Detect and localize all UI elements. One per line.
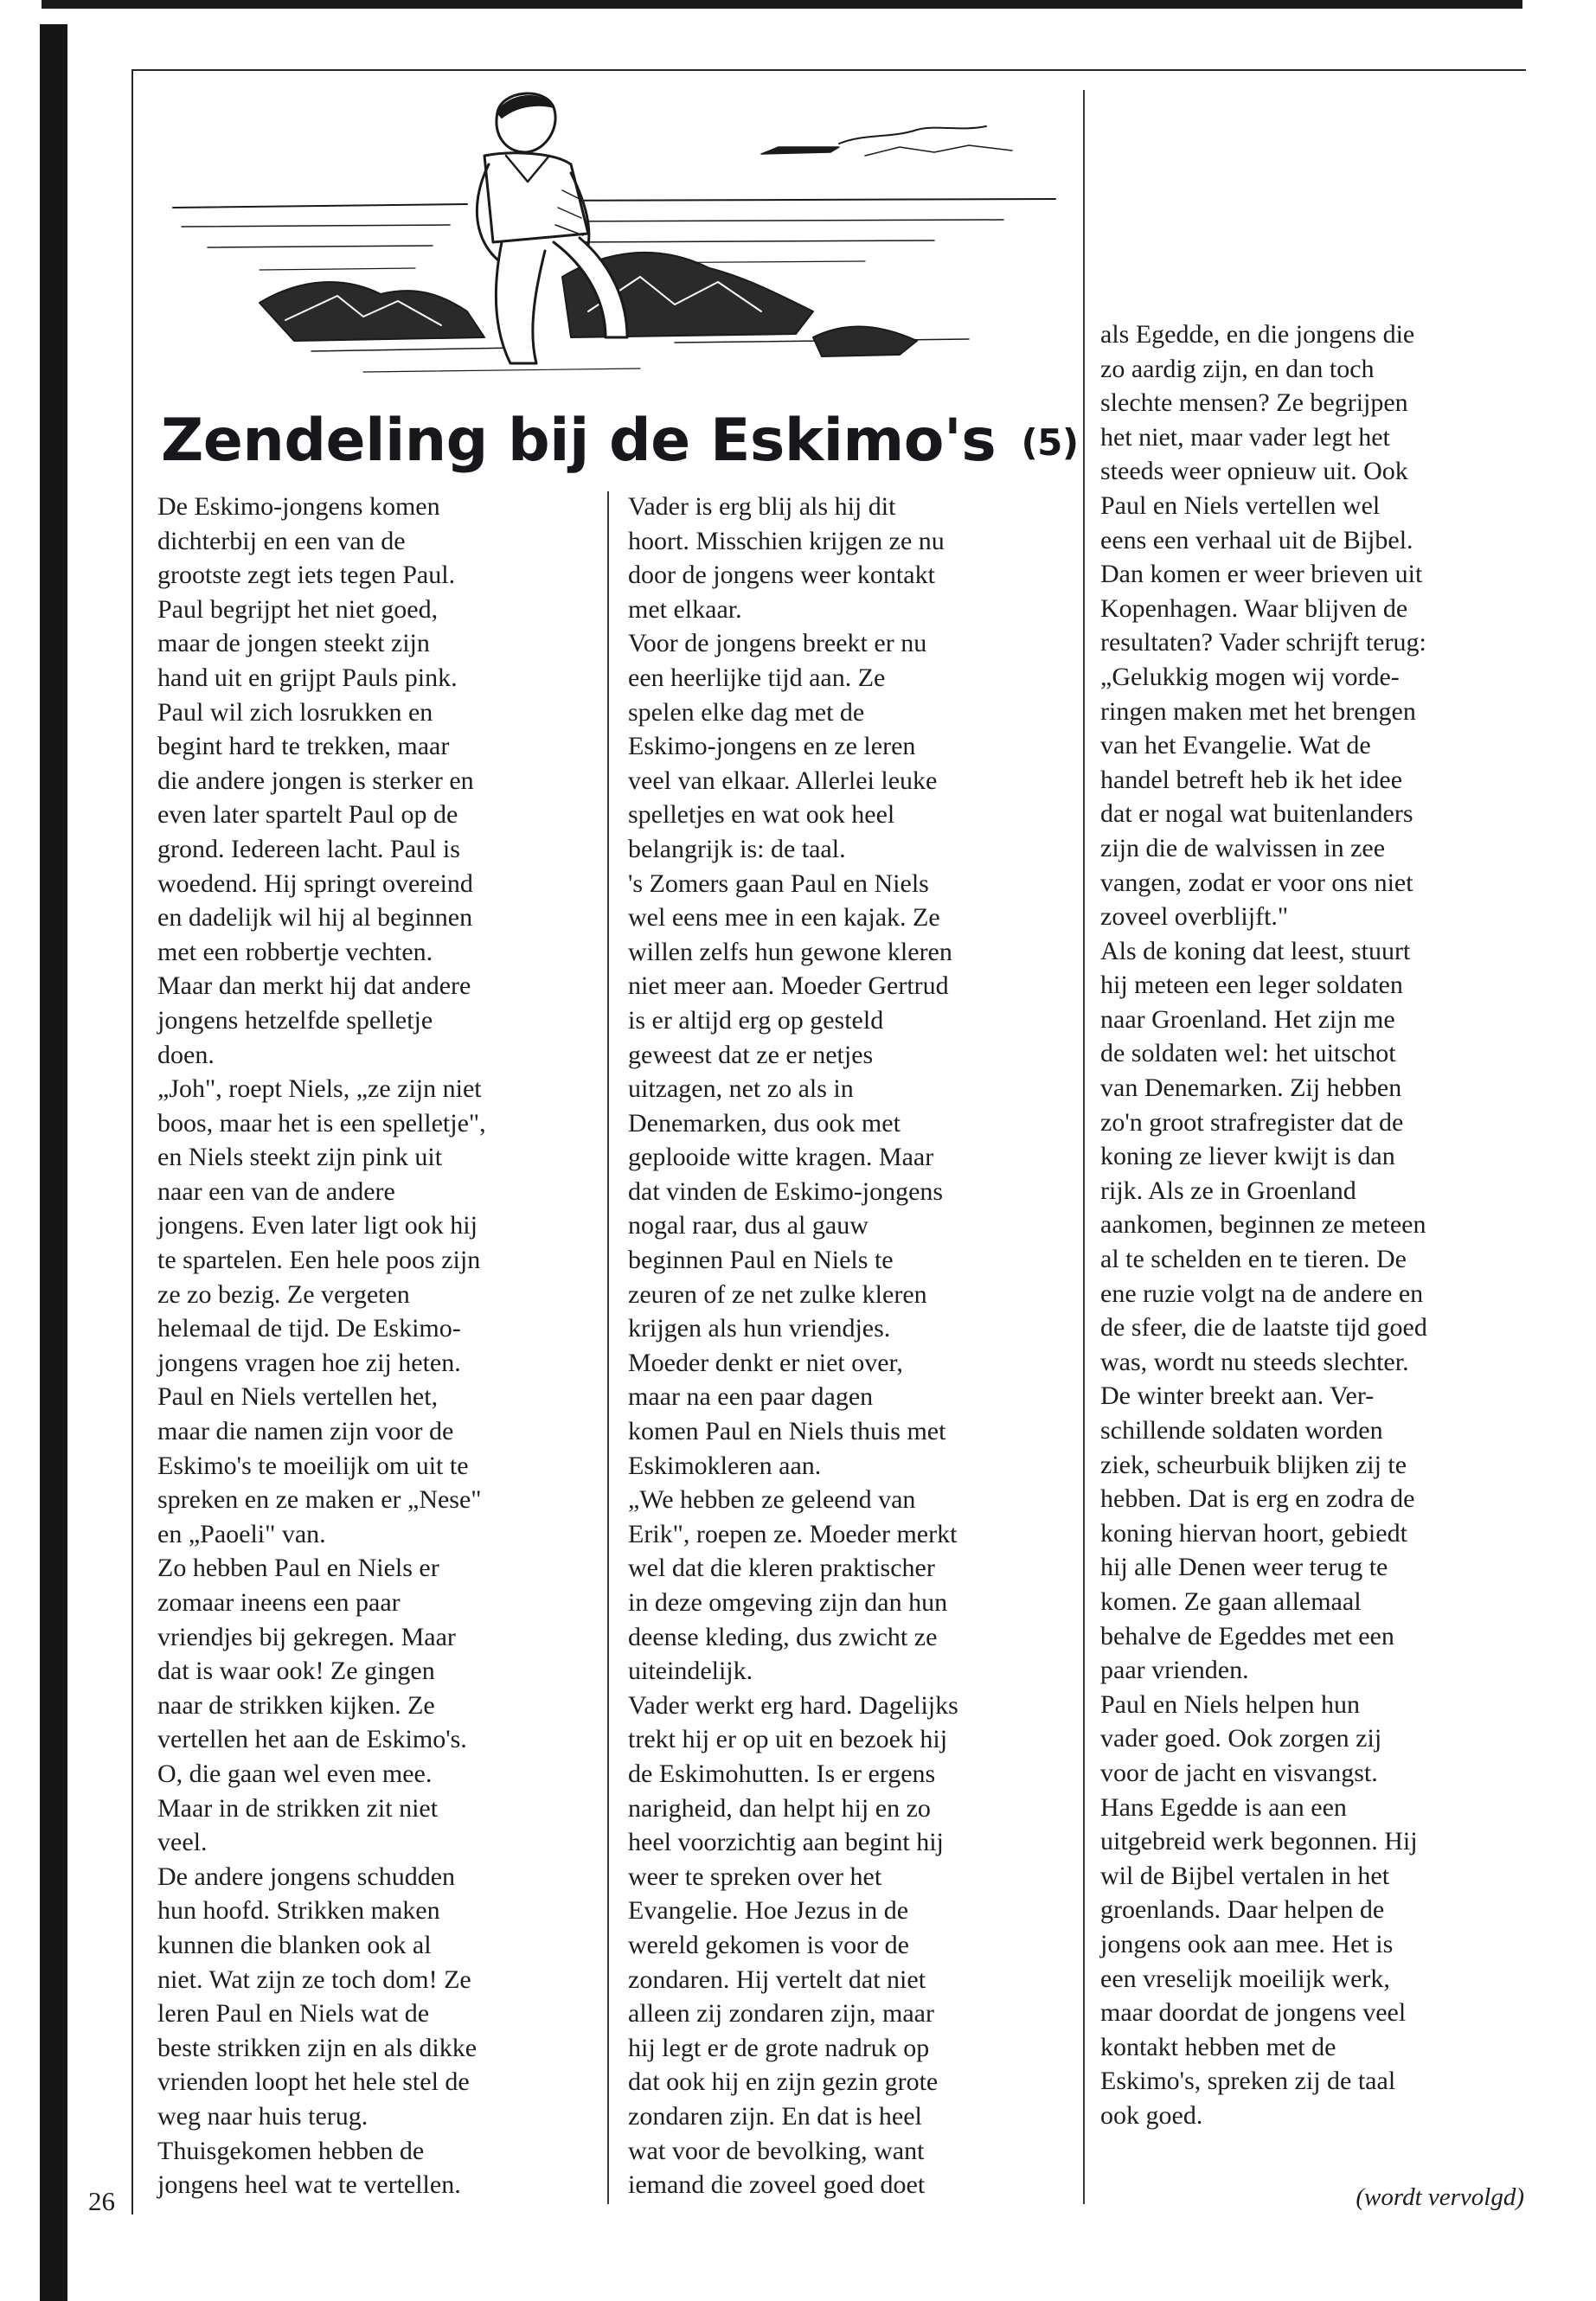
text-line: Maar dan merkt hij dat andere bbox=[157, 971, 471, 1001]
text-line: helemaal de tijd. De Eskimo- bbox=[157, 1314, 461, 1343]
text-line: De winter breekt aan. Ver- bbox=[1100, 1381, 1375, 1411]
text-line: Eskimo's, spreken zij de taal bbox=[1100, 2067, 1396, 2096]
text-column-3 bbox=[1100, 317, 1514, 2132]
text-line: spelletjes en wat ook heel bbox=[628, 800, 895, 830]
text-line: beste strikken zijn en als dikke bbox=[157, 2033, 478, 2062]
text-line: Erik", roepen ze. Moeder merkt bbox=[628, 1519, 958, 1548]
text-line: wat voor de bevolking, want bbox=[628, 2136, 925, 2165]
text-line: dichterbij en een van de bbox=[157, 526, 406, 555]
text-line: vangen, zodat er voor ons niet bbox=[1100, 868, 1413, 897]
text-line: te spartelen. Een hele poos zijn bbox=[157, 1246, 481, 1275]
water-line bbox=[363, 369, 640, 372]
text-line: kunnen die blanken ook al bbox=[157, 1930, 432, 1959]
text-line: hij alle Denen weer terug te bbox=[1100, 1553, 1388, 1582]
text-line: weer te spreken over het bbox=[628, 1862, 882, 1891]
text-line: wel eens mee in een kajak. Ze bbox=[628, 903, 940, 933]
text-line: die andere jongen is sterker en bbox=[157, 766, 474, 795]
text-line: zeuren of ze net zulke kleren bbox=[628, 1279, 927, 1309]
ship-silhouette bbox=[761, 147, 839, 154]
text-line: naar de strikken kijken. Ze bbox=[157, 1690, 435, 1720]
text-line: spreken en ze maken er „Nese" bbox=[157, 1485, 482, 1515]
text-line: hoort. Misschien krijgen ze nu bbox=[628, 526, 945, 555]
text-line: niet meer aan. Moeder Gertrud bbox=[628, 971, 949, 1001]
text-line: Paul en Niels vertellen wel bbox=[1100, 490, 1381, 520]
text-line: wereld gekomen is voor de bbox=[628, 1930, 909, 1959]
text-line: alleen zij zondaren zijn, maar bbox=[628, 1999, 934, 2029]
text-line: Dan komen er weer brieven uit bbox=[1100, 560, 1423, 589]
text-line: „Joh", roept Niels, „ze zijn niet bbox=[157, 1074, 482, 1104]
text-line: zoveel overblijft." bbox=[1100, 902, 1289, 932]
text-line: met elkaar. bbox=[628, 594, 742, 624]
text-line: hij legt er de grote nadruk op bbox=[628, 2033, 930, 2062]
text-line: Maar in de strikken zit niet bbox=[157, 1793, 439, 1823]
text-line: Evangelie. Hoe Jezus in de bbox=[628, 1896, 909, 1926]
to-be-continued-note: (wordt vervolgd) bbox=[1356, 2183, 1524, 2211]
rock-small bbox=[813, 327, 917, 356]
text-line: maar na een paar dagen bbox=[628, 1382, 874, 1412]
text-line: vader goed. Ook zorgen zij bbox=[1100, 1724, 1382, 1753]
text-line: 's Zomers gaan Paul en Niels bbox=[628, 868, 929, 898]
text-line: weg naar huis terug. bbox=[157, 2101, 369, 2131]
text-line: maar doordat de jongens veel bbox=[1100, 1998, 1407, 2028]
text-line: is er altijd erg op gesteld bbox=[628, 1005, 884, 1035]
text-line: door de jongens weer kontakt bbox=[628, 561, 935, 590]
text-line: resultaten? Vader schrijft terug: bbox=[1100, 628, 1426, 657]
text-line: Zo hebben Paul en Niels er bbox=[157, 1554, 439, 1583]
text-line: aankomen, beginnen ze meteen bbox=[1100, 1210, 1426, 1240]
text-line: boos, maar het is een spelletje", bbox=[157, 1108, 486, 1138]
text-line: ziek, scheurbuik blijken zij te bbox=[1100, 1450, 1407, 1479]
text-line: krijgen als hun vriendjes. bbox=[628, 1314, 891, 1343]
text-line: maar die namen zijn voor de bbox=[157, 1417, 454, 1446]
text-line: ene ruzie volgt na de andere en bbox=[1100, 1279, 1424, 1308]
text-line: hij meteen een leger soldaten bbox=[1100, 971, 1403, 1000]
text-line: heel voorzichtig aan begint hij bbox=[628, 1828, 944, 1857]
text-line: hun hoofd. Strikken maken bbox=[157, 1896, 440, 1926]
text-line: Vader werkt erg hard. Dagelijks bbox=[628, 1690, 958, 1720]
text-line: zondaren. Hij vertelt dat niet bbox=[628, 1965, 926, 1994]
text-line: komen Paul en Niels thuis met bbox=[628, 1417, 946, 1446]
text-line: uiteindelijk. bbox=[628, 1657, 753, 1686]
text-line: vriendjes bij gekregen. Maar bbox=[157, 1622, 456, 1651]
text-line: even later spartelt Paul op de bbox=[157, 800, 458, 830]
text-line: Voor de jongens breekt er nu bbox=[628, 629, 927, 658]
text-line: spelen elke dag met de bbox=[628, 697, 865, 727]
column-divider bbox=[607, 491, 609, 2204]
text-line: belangrijk is: de taal. bbox=[628, 834, 846, 863]
text-line: zomaar ineens een paar bbox=[157, 1588, 401, 1617]
text-line: koning hiervan hoort, gebiedt bbox=[1100, 1518, 1407, 1548]
text-line: Kopenhagen. Waar blijven de bbox=[1100, 593, 1408, 623]
text-line: jongens hetzelfde spelletje bbox=[157, 1005, 433, 1035]
text-line: de Eskimohutten. Is er ergens bbox=[628, 1759, 936, 1788]
text-line: O, die gaan wel even mee. bbox=[157, 1759, 433, 1788]
text-line: doen. bbox=[157, 1040, 215, 1069]
text-line: grootste zegt iets tegen Paul. bbox=[157, 561, 456, 590]
text-line: Paul en Niels helpen hun bbox=[1100, 1689, 1360, 1719]
text-line: en dadelijk wil hij al beginnen bbox=[157, 903, 473, 933]
text-line: jongens ook aan mee. Het is bbox=[1100, 1929, 1394, 1958]
boy-body bbox=[484, 153, 588, 242]
text-line: leren Paul en Niels wat de bbox=[157, 1999, 430, 2029]
text-line: deense kleding, dus zwicht ze bbox=[628, 1622, 938, 1651]
text-line: uitgebreid werk begonnen. Hij bbox=[1100, 1827, 1418, 1856]
text-line: woedend. Hij springt overeind bbox=[157, 868, 473, 898]
text-line: handel betreft heb ik het idee bbox=[1100, 765, 1403, 794]
text-line: uitzagen, net zo als in bbox=[628, 1074, 854, 1104]
text-line: slechte mensen? Ze begrijpen bbox=[1100, 388, 1408, 418]
text-line: van het Evangelie. Wat de bbox=[1100, 731, 1371, 760]
text-line: Eskimo's te moeilijk om uit te bbox=[157, 1451, 469, 1480]
text-line: de soldaten wel: het uitschot bbox=[1100, 1039, 1396, 1068]
text-line: Paul en Niels vertellen het, bbox=[157, 1382, 439, 1412]
text-line: Eskimo-jongens en ze leren bbox=[628, 732, 916, 761]
water-line bbox=[182, 220, 1003, 227]
rock-left bbox=[260, 282, 484, 341]
text-line: naar Groenland. Het zijn me bbox=[1100, 1004, 1395, 1034]
text-line: nogal raar, dus al gauw bbox=[628, 1211, 869, 1240]
text-line: rijk. Als ze in Groenland bbox=[1100, 1176, 1356, 1205]
text-line: hand uit en grijpt Pauls pink. bbox=[157, 663, 458, 692]
page-number: 26 bbox=[88, 2186, 115, 2216]
water-line bbox=[173, 199, 1055, 208]
boy-on-rocks-illustration bbox=[156, 78, 1073, 407]
text-line: geweest dat ze er netjes bbox=[628, 1040, 874, 1069]
text-line: de sfeer, die de laatste tijd goed bbox=[1100, 1313, 1427, 1343]
text-line: en Niels steekt zijn pink uit bbox=[157, 1143, 443, 1172]
text-line: naar een van de andere bbox=[157, 1176, 395, 1206]
text-line: „Gelukkig mogen wij vorde- bbox=[1100, 662, 1400, 691]
text-line: voor de jacht en visvangst. bbox=[1100, 1758, 1378, 1787]
text-line: beginnen Paul en Niels te bbox=[628, 1246, 894, 1275]
title-text: Zendeling bij de Eskimo's bbox=[161, 407, 997, 475]
text-line: veel. bbox=[157, 1828, 208, 1857]
text-line: willen zelfs hun gewone kleren bbox=[628, 937, 952, 966]
water-line bbox=[260, 261, 865, 270]
text-line: vertellen het aan de Eskimo's. bbox=[157, 1725, 467, 1754]
text-line: paar vrienden. bbox=[1100, 1656, 1249, 1685]
text-line: ook goed. bbox=[1100, 2100, 1203, 2130]
text-line: hebben. Dat is erg en zodra de bbox=[1100, 1484, 1415, 1514]
text-line: kontakt hebben met de bbox=[1100, 2032, 1336, 2061]
text-line: behalve de Egeddes met een bbox=[1100, 1621, 1394, 1650]
ship-smoke bbox=[839, 126, 986, 144]
text-line: eens een verhaal uit de Bijbel. bbox=[1100, 525, 1413, 554]
column-divider bbox=[1083, 90, 1085, 2204]
top-rule bbox=[42, 0, 1522, 9]
text-line: jongens. Even later ligt ook hij bbox=[157, 1211, 478, 1240]
text-line: Thuisgekomen hebben de bbox=[157, 2136, 425, 2165]
text-line: in deze omgeving zijn dan hun bbox=[628, 1588, 948, 1617]
text-line: al te schelden en te tieren. De bbox=[1100, 1245, 1407, 1274]
text-line: grond. Iedereen lacht. Paul is bbox=[157, 834, 460, 863]
text-line: geplooide witte kragen. Maar bbox=[628, 1143, 934, 1172]
text-line: was, wordt nu steeds slechter. bbox=[1100, 1347, 1409, 1376]
text-line: Vader is erg blij als hij dit bbox=[628, 492, 896, 521]
text-line: De Eskimo-jongens komen bbox=[157, 492, 440, 521]
text-line: ze zo bezig. Ze vergeten bbox=[157, 1279, 410, 1309]
text-column-2 bbox=[628, 490, 1065, 2202]
text-line: maar de jongen steekt zijn bbox=[157, 629, 430, 658]
text-line: Paul wil zich losrukken en bbox=[157, 697, 433, 727]
boy-leg bbox=[496, 242, 545, 363]
text-line: jongens heel wat te vertellen. bbox=[157, 2170, 461, 2200]
text-line: het niet, maar vader legt het bbox=[1100, 422, 1390, 452]
text-line: van Denemarken. Zij hebben bbox=[1100, 1074, 1402, 1103]
text-line: veel van elkaar. Allerlei leuke bbox=[628, 766, 938, 795]
text-line: zondaren zijn. En dat is heel bbox=[628, 2101, 922, 2131]
part-number: (5) bbox=[1021, 421, 1079, 464]
article-title bbox=[161, 400, 1079, 484]
text-line: schillende soldaten worden bbox=[1100, 1416, 1383, 1445]
text-line: Eskimokleren aan. bbox=[628, 1451, 822, 1480]
text-line: Als de koning dat leest, stuurt bbox=[1100, 936, 1411, 965]
text-line: jongens vragen hoe zij heten. bbox=[157, 1348, 461, 1377]
text-line: koning ze liever kwijt is dan bbox=[1100, 1142, 1395, 1171]
text-line: komen. Ze gaan allemaal bbox=[1100, 1586, 1362, 1616]
text-line: Denemarken, dus ook met bbox=[628, 1108, 901, 1138]
text-line: een heerlijke tijd aan. Ze bbox=[628, 663, 886, 692]
text-line: zijn die de walvissen in zee bbox=[1100, 833, 1386, 862]
text-line: Moeder denkt er niet over, bbox=[628, 1348, 903, 1377]
text-line: een vreselijk moeilijk werk, bbox=[1100, 1964, 1390, 1993]
text-column-1 bbox=[157, 490, 586, 2202]
text-line: dat ook hij en zijn gezin grote bbox=[628, 2067, 939, 2097]
text-line: en „Paoeli" van. bbox=[157, 1519, 326, 1548]
text-line: De andere jongens schudden bbox=[157, 1862, 456, 1891]
text-line: vrienden loopt het hele stel de bbox=[157, 2067, 470, 2097]
text-line: als Egedde, en die jongens die bbox=[1100, 320, 1415, 349]
text-line: begint hard te trekken, maar bbox=[157, 732, 450, 761]
text-line: trekt hij er op uit en bezoek hij bbox=[628, 1725, 948, 1754]
text-line: met een robbertje vechten. bbox=[157, 937, 433, 966]
text-line: wel dat die kleren praktischer bbox=[628, 1554, 935, 1583]
text-line: dat is waar ook! Ze gingen bbox=[157, 1657, 435, 1686]
text-line: iemand die zoveel goed doet bbox=[628, 2170, 926, 2200]
text-line: steeds weer opnieuw uit. Ook bbox=[1100, 457, 1408, 486]
text-line: groenlands. Daar helpen de bbox=[1100, 1895, 1385, 1925]
text-line: Hans Egedde is aan een bbox=[1100, 1792, 1347, 1822]
text-line: zo'n groot strafregister dat de bbox=[1100, 1107, 1404, 1137]
text-line: ringen maken met het brengen bbox=[1100, 696, 1416, 726]
text-line: Paul begrijpt het niet goed, bbox=[157, 594, 439, 624]
left-margin-bar bbox=[40, 24, 67, 2301]
text-line: narigheid, dan helpt hij en zo bbox=[628, 1793, 931, 1823]
text-line: dat vinden de Eskimo-jongens bbox=[628, 1176, 944, 1206]
text-line: „We hebben ze geleend van bbox=[628, 1485, 916, 1515]
mountain-distant bbox=[865, 145, 1012, 156]
text-line: dat er nogal wat buitenlanders bbox=[1100, 799, 1413, 829]
text-line: niet. Wat zijn ze toch dom! Ze bbox=[157, 1965, 471, 1994]
text-line: zo aardig zijn, en dan toch bbox=[1100, 354, 1375, 383]
text-line: wil de Bijbel vertalen in het bbox=[1100, 1861, 1390, 1890]
